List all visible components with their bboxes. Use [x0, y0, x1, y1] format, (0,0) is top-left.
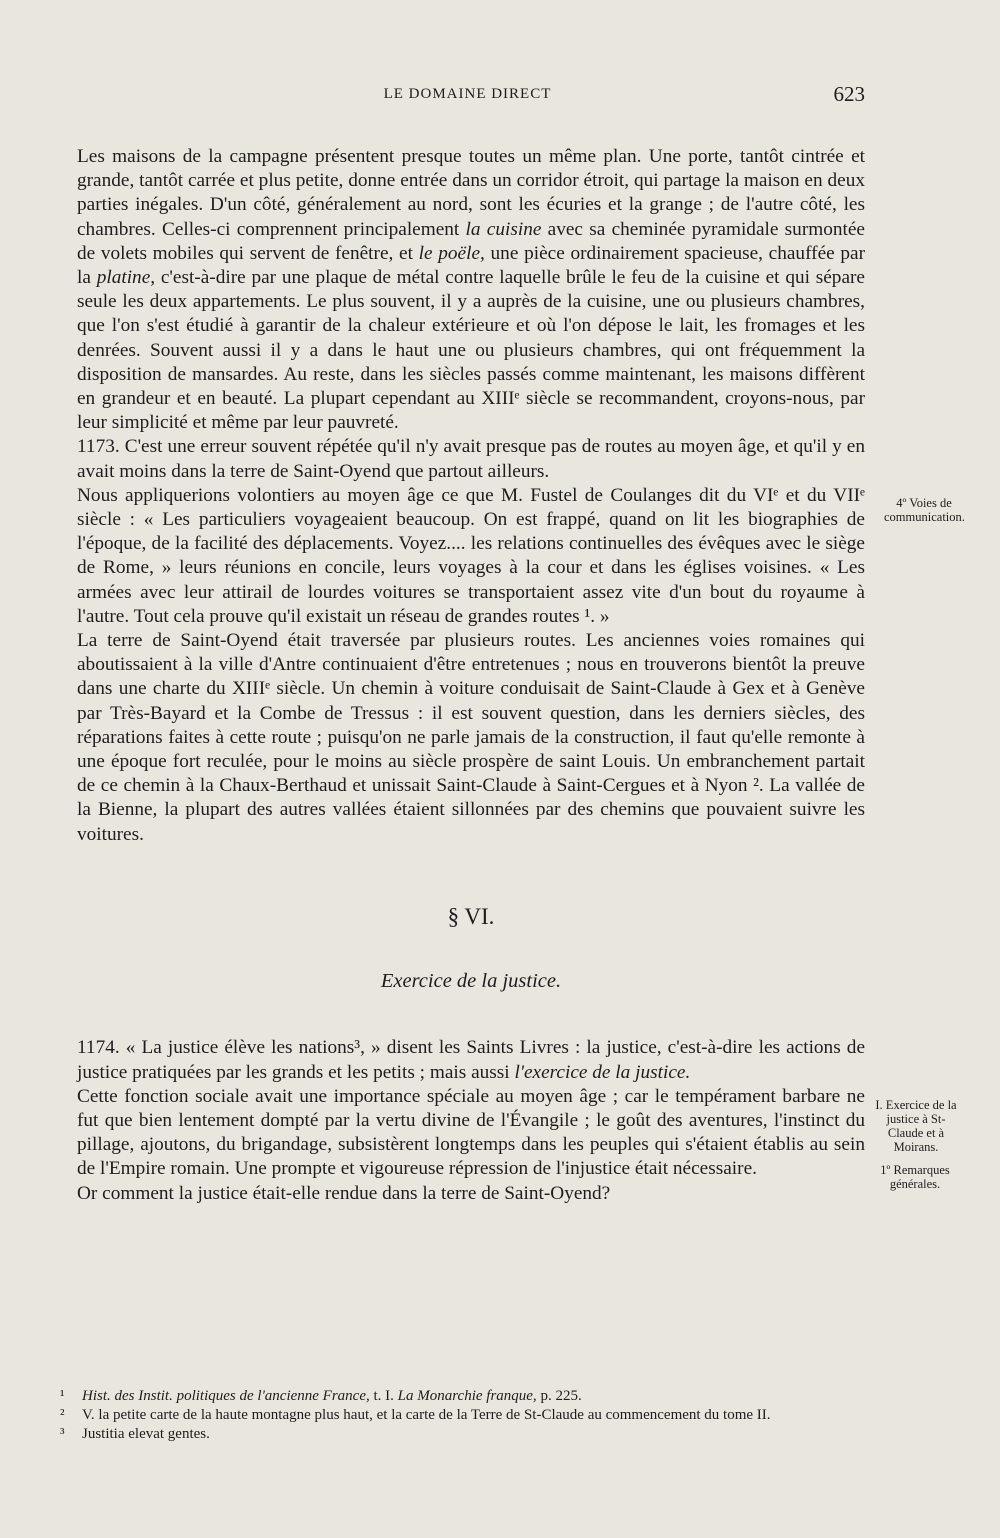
- footnote-number: ¹: [60, 1388, 65, 1404]
- footnote-italic: La Monarchie franque,: [397, 1388, 537, 1404]
- footnote-number: ³: [60, 1426, 65, 1442]
- paragraph-fonction-sociale: Cette fonction sociale avait une importance spéciale au moyen âge ; car le tempérament barbare ne fut que bien lentement dompté par la vertu divine de l'Évangile ; le goût des aventures, l'instinct du pillage, ajoutons, du brigandage, subsistèrent longtemps dans les peuples qui s'étaient établis au sein de l'Empire romain. Une prompte et vigoureuse répression de l'injustice était nécessaire.: [77, 1085, 865, 1180]
- paragraph-routes: La terre de Saint-Oyend était traversée par plusieurs routes. Les anciennes voies romaines qui aboutissaient à la ville d'Antre continuaient d'être entretenues ; nous en trouverons bientôt la preuve dans une charte du XIIIᵉ siècle. Un chemin à voiture conduisait de Saint-Claude à Gex et à Genève par Très-Bayard et la Combe de Tressus : il est souvent question, dans les derniers siècles, des réparations faites à cette route ; puisqu'on ne parle jamais de la construction, il faut qu'elle remonte à une époque fort reculée, pour le moins au siècle prospère de saint Louis. Un embranchement partait de ce chemin à la Chaux-Berthaud et unissait Saint-Claude à Saint-Cergues et à Nyon ². La vallée de la Bienne, la plupart des autres vallées étaient sillonnées par des chemins que pouvaient suivre les voitures.: [77, 630, 865, 845]
- italic-term: l'exercice de la justice.: [514, 1061, 691, 1083]
- footnote-text: t. I.: [369, 1388, 398, 1404]
- paragraph-text: Les maisons de la campagne présentent presque toutes un même plan. Une porte, tantôt cintrée et grande, tantôt carrée et plus petite, donne entrée dans un corridor étroit, qui partage la maison en deux parties inégales. D'un côté, généralement au nord, sont les écuries et la grange ; de l'autre côté, les chambres. Celles-ci comprennent principalement: [77, 146, 865, 240]
- paragraph-houses: [77, 145, 865, 435]
- footnote-text: Justitia elevat gentes.: [82, 1426, 210, 1442]
- italic-term: le poële,: [418, 242, 485, 264]
- footnote-italic: Hist. des Instit. politiques de l'ancienne France,: [82, 1388, 370, 1404]
- margin-note-remarques: 1º Remarques générales.: [880, 1163, 950, 1191]
- footnote-3: [60, 1425, 865, 1444]
- paragraph-text: avec sa cheminée pyramidale surmontée de volets mobiles qui servent de fenêtre, et: [77, 218, 865, 264]
- margin-note-voies: 4º Voies de communication.: [884, 496, 965, 524]
- footnote-1: [60, 1387, 865, 1406]
- section-mark: § VI.: [447, 903, 495, 929]
- footnote-text: V. la petite carte de la haute montagne plus haut, et la carte de la Terre de St-Claude au commencement du tome II.: [82, 1407, 771, 1423]
- paragraph-1173: 1173. C'est une erreur souvent répétée qu'il n'y avait presque pas de routes au moyen âge, et qu'il y en avait moins dans la terre de Saint-Oyend que partout ailleurs.: [77, 436, 865, 482]
- footnotes: [60, 1387, 865, 1444]
- paragraph-fustel: Nous appliquerions volontiers au moyen âge ce que M. Fustel de Coulanges dit du VIᵉ et du VIIᵉ siècle : « Les particuliers voyageaient beaucoup. On est frappé, quand on lit les biographies de l'époque, de la facilité des déplacements. Voyez.... les relations continuelles des évêques avec le siège de Rome, » leurs réunions en concile, leurs voyages à la cour et dans les églises voisines. « Les armées avec leur attirail de lourdes voitures se transportaient assez vite d'un bout du royaume à l'autre. Tout cela prouve qu'il existait un réseau de grandes routes ¹. »: [77, 484, 865, 627]
- footnote-number: ²: [60, 1407, 65, 1423]
- section-title: Exercice de la justice.: [380, 970, 562, 993]
- page-header: [70, 82, 865, 112]
- running-title: LE DOMAINE DIRECT: [383, 86, 552, 102]
- italic-term: la cuisine: [465, 218, 542, 240]
- paragraph-1174: [77, 1036, 865, 1084]
- italic-term: platine,: [96, 267, 156, 289]
- main-text: [77, 145, 865, 1206]
- footnote-2: [60, 1406, 865, 1425]
- margin-note-justice: I. Exercice de la justice à St-Claude et à Moirans.: [875, 1098, 957, 1154]
- footnote-text: p. 225.: [536, 1388, 582, 1404]
- paragraph-text: c'est-à-dire par une plaque de métal contre laquelle brûle le feu de la cuisine et qui sépare seule les deux appartements. Le plus souvent, il y a auprès de la cuisine, une ou plusieurs chambres, que l'on s'est étudié à garantir de la chaleur extérieure et où l'on dépose le lait, les fromages et les denrées. Souvent aussi il y a dans le haut une ou plusieurs chambres, qui ont fréquemment la disposition de mansardes. Au reste, dans les siècles passés comme maintenant, les maisons diffèrent en grandeur et en beauté. La plupart cependant au XIIIᵉ siècle se recommandent, croyons-nous, par leur simplicité et même par leur pauvreté.: [77, 267, 865, 434]
- paragraph-text: 1174. « La justice élève les nations³, » disent les Saints Livres : la justice, c'est-à-dire les actions de justice pratiquées par les grands et les petits ; mais aussi: [77, 1037, 865, 1083]
- paragraph-question: Or comment la justice était-elle rendue dans la terre de Saint-Oyend?: [77, 1182, 611, 1204]
- paragraph-text: une pièce ordinairement spacieuse, chauffée par la: [77, 242, 866, 289]
- page-number: 623: [833, 82, 865, 106]
